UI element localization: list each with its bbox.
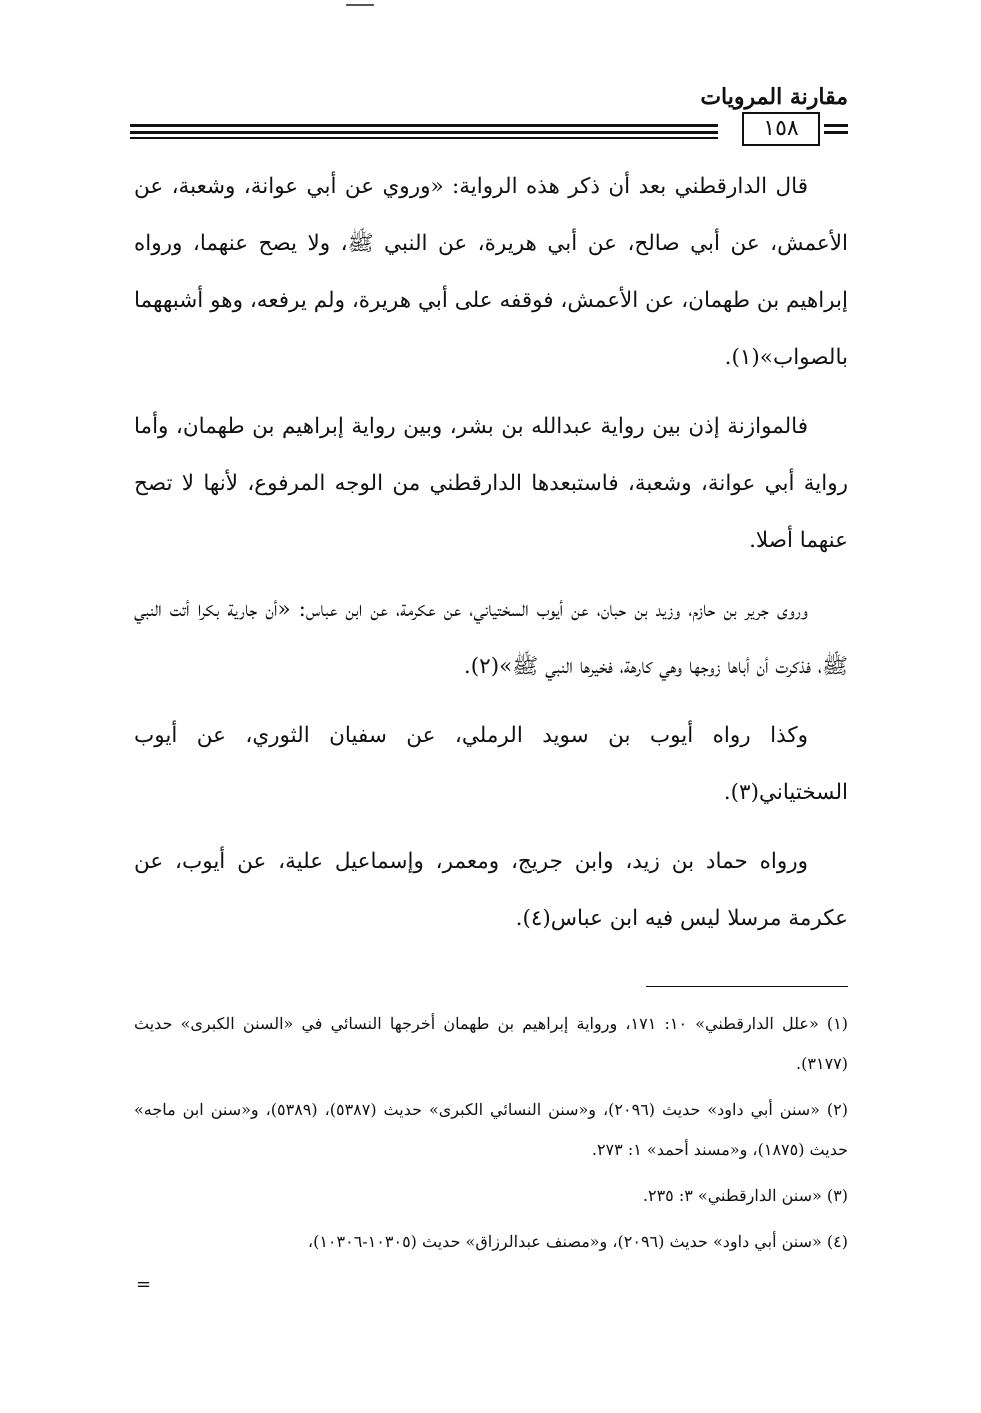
paragraph: وكذا رواه أيوب بن سويد الرملي، عن سفيان الثوري، عن أيوب السختياني(٣).: [134, 723, 848, 805]
page-header: [130, 84, 848, 144]
running-title: مقارنة المرويات: [700, 84, 848, 110]
header-rule-right: [824, 131, 848, 134]
paragraph: فالموازنة إذن بين رواية عبدالله بن بشر، وبين رواية إبراهيم بن طهمان، وأما رواية أبي عوانة، وشعبة، فاستبعدها الدارقطني من الوجه المرفوع، لأنها لا تصح عنهما أصلا.: [134, 414, 848, 553]
footnote: (٢) «سنن أبي داود» حديث (٢٠٩٦)، و«سنن النسائي الكبرى» حديث (٥٣٨٧)، (٥٣٨٩)، و«سنن ابن ماجه» حديث (١٨٧٥)، و«مسند أحمد» ١: ٢٧٣.: [134, 1100, 849, 1159]
main-text: [134, 158, 848, 959]
header-rule: [130, 124, 718, 127]
continuation-mark: =: [136, 1274, 152, 1295]
header-rule: [130, 131, 718, 134]
header-rule-right: [824, 124, 848, 127]
footnote: (١) «علل الدارقطني» ١٠: ١٧١، ورواية إبراهيم بن طهمان أخرجها النسائي في «السنن الكبرى» حديث (٣١٧٧).: [134, 1014, 848, 1073]
page-number: ١٥٨: [742, 112, 820, 146]
top-crop-mark: [346, 4, 374, 6]
footnote-separator: [646, 986, 848, 987]
paragraph: وروى جرير بن حازم، وزيد بن حبان، عن أيوب السختياني، عن عكرمة، عن ابن عباس: «أن جارية بكرا أتت النبي ﷺ، فذكرت أن أباها زوجها وهي كارهة، فخيرها النبي ﷺ»(٢).: [134, 597, 848, 679]
header-rule: [130, 137, 718, 139]
paragraph: ورواه حماد بن زيد، وابن جريج، ومعمر، وإسماعيل علية، عن أيوب، عن عكرمة مرسلا ليس فيه ابن عباس(٤).: [134, 849, 848, 931]
footnotes: [134, 1004, 848, 1268]
paragraph: قال الدارقطني بعد أن ذكر هذه الرواية: «وروي عن أبي عوانة، وشعبة، عن الأعمش، عن أبي صالح، عن أبي هريرة، عن النبي ﷺ، ولا يصح عنهما، ورواه إبراهيم بن طهمان، عن الأعمش، فوقفه على أبي هريرة، ولم يرفعه، وهو أشبههما بالصواب»(١).: [134, 174, 848, 370]
footnote: (٣) «سنن الدارقطني» ٣: ٢٣٥.: [642, 1186, 848, 1205]
footnote: (٤) «سنن أبي داود» حديث (٢٠٩٦)، و«مصنف عبدالرزاق» حديث (١٠٣٠٥-١٠٣٠٦)،: [307, 1232, 848, 1251]
